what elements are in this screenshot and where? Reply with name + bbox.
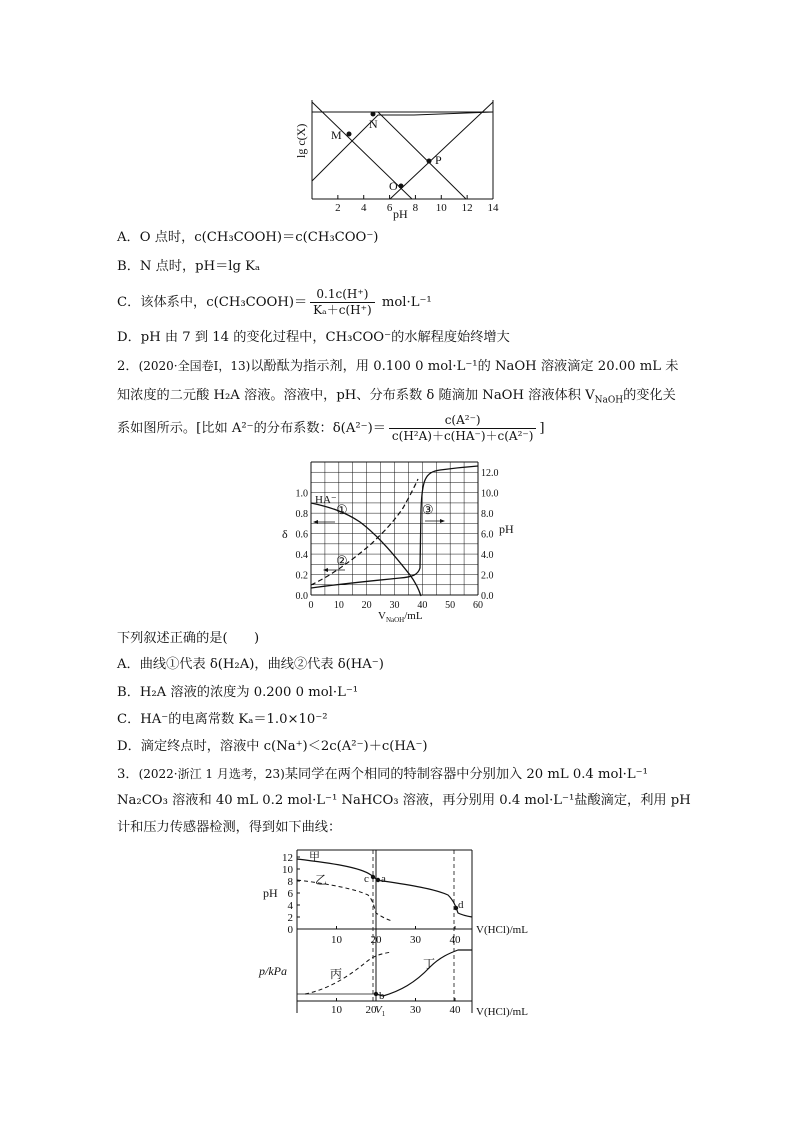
chart2-right-tick: 10.0: [481, 488, 499, 500]
chart3-top-xtick-label: 30: [410, 934, 421, 946]
chart2-left-tick: 0.6: [295, 529, 308, 541]
chart2-left-tick: 0.0: [295, 591, 308, 602]
q3-line1-text: 某同学在两个相同的特制容器中分别加入 20 mL 0.4 mol·L⁻¹: [284, 767, 648, 782]
q1-option-a: A．O 点时，c(CH₃COOH)＝c(CH₃COO⁻): [117, 230, 379, 245]
chart1-ylabel: lg c(X): [294, 123, 308, 158]
chart3-xlabel-top: V(HCl)/mL: [476, 924, 528, 936]
q1-option-d: D．pH 由 7 到 14 的变化过程中，CH₃COO⁻的水解程度始终增大: [117, 330, 510, 345]
chart3-top-xtick-label: 40: [449, 934, 461, 946]
q3-line3: 计和压力传感器检测，得到如下曲线：: [117, 820, 342, 835]
chart2-ylabel-right: pH: [499, 522, 514, 536]
q1-option-c-denominator: Kₐ＋c(H⁺): [313, 303, 372, 317]
chart2-ylabel-left: δ: [282, 527, 288, 541]
chart2-right-tick: 8.0: [481, 509, 494, 521]
chart3-curve-bing: [305, 952, 392, 994]
chart1-label-m: M: [331, 128, 342, 142]
q3-line2: Na₂CO₃ 溶液和 40 mL 0.2 mol·L⁻¹ NaHCO₃ 溶液，再分别用 0.4 mol·L⁻¹盐酸滴定，利用 pH: [117, 793, 691, 808]
q1-option-c-prefix: C．该体系中，c(CH₃COOH)＝: [117, 295, 308, 310]
chart3-point-b: [374, 992, 378, 996]
chart2-xlabel: $V_{NaOH}/mL$: [378, 610, 423, 624]
chart3-label-c: c: [364, 873, 369, 885]
q2-line2: [117, 387, 676, 410]
q3-line1: [117, 765, 648, 784]
chart3-top-xtick-label: 10: [331, 934, 342, 946]
chart2-titration: [0, 450, 794, 650]
chart3-label-d: d: [458, 899, 464, 911]
chart2-x-tick: 20: [361, 600, 372, 611]
q3-number: 3．: [117, 767, 139, 782]
chart2-label-c3: ③: [422, 502, 434, 517]
chart2-right-tick: 4.0: [481, 550, 494, 562]
chart2-left-tick: 0.8: [295, 509, 308, 521]
chart2-left-tick: 1.0: [295, 488, 308, 500]
chart2-x-tick: 50: [445, 600, 456, 611]
chart2-left-tick: 0.2: [295, 570, 308, 582]
chart2-right-tick: 12.0: [481, 468, 499, 480]
chart3-ph-tick-label: 4: [287, 900, 293, 912]
q2-option-d: D．滴定终点时，溶液中 c(Na⁺)＜2c(A²⁻)＋c(HA⁻): [117, 739, 428, 754]
chart3-label-bing: 丙: [330, 967, 343, 981]
chart1-point-o: [399, 184, 404, 189]
chart2-label-c2: ②: [336, 553, 348, 568]
chart2-x-tick: 30: [389, 600, 400, 611]
q2-option-a: A．曲线①代表 δ(H₂A)，曲线②代表 δ(HA⁻): [117, 657, 384, 672]
chart1-xlabel: pH: [393, 207, 408, 221]
chart3-point-a: [376, 878, 380, 882]
q2-line3-prefix: 系如图所示。[比如 A²⁻的分布系数：δ(A²⁻)＝: [117, 421, 386, 436]
q1-option-c-numerator: 0.1c(H⁺): [310, 287, 374, 303]
chart3-ylabel-top: pH: [263, 886, 278, 900]
q2-option-b: B．H₂A 溶液的浓度为 0.200 0 mol·L⁻¹: [117, 685, 359, 700]
q3-source: (2022·浙江 1 月选考，23): [138, 767, 285, 781]
chart3-ph-tick-label: 2: [287, 912, 293, 924]
chart3-label-jia: 甲: [309, 851, 320, 863]
chart1-xtick-label: 6: [386, 202, 393, 214]
q2-line2-text: 知浓度的二元酸 H₂A 溶液。溶液中，pH、分布系数 δ 随滴加 NaOH 溶液体积 V: [117, 388, 595, 403]
chart1-xtick-label: 2: [335, 202, 341, 214]
chart2-right-tick: 2.0: [481, 570, 494, 582]
q2-line3-numerator: c(A²⁻): [389, 413, 536, 429]
chart3-ph-tick-label: 6: [287, 888, 293, 900]
chart1-lgc-vs-ph: [0, 0, 794, 230]
chart1-xtick-label: 10: [435, 202, 447, 214]
chart3-label-ding: 丁: [423, 957, 436, 971]
q1-option-b: B．N 点时，pH＝lg Kₐ: [117, 259, 261, 274]
chart3-ph-tick-label: 0: [287, 924, 293, 936]
chart2-arrow-2-head: [323, 568, 328, 572]
chart2-x-tick: 40: [417, 600, 428, 611]
chart3-ph-tick-label: 10: [282, 864, 293, 876]
chart3-bottom-xtick-label: 10: [331, 1004, 342, 1016]
chart3-bottom-xtick-label: 30: [410, 1004, 421, 1016]
chart2-label-ha: HA⁻: [315, 494, 337, 506]
q2-line3-denominator: c(H²A)＋c(HA⁻)＋c(A²⁻): [391, 429, 534, 443]
chart2-grid: [311, 462, 478, 595]
chart1-xtick-label: 4: [360, 202, 367, 214]
chart2-right-tick: 6.0: [481, 529, 494, 541]
chart3-curve-yi: [297, 880, 392, 921]
chart3-label-a: a: [381, 873, 386, 885]
chart3-curve-jia: [297, 859, 472, 917]
q1-option-c-unit: mol·L⁻¹: [377, 295, 432, 310]
q2-line1: [117, 357, 678, 376]
q2-source: (2020·全国卷Ⅰ，13): [138, 359, 251, 373]
chart1-x-ticks: [335, 195, 499, 214]
chart2-x-tick: 0: [308, 600, 314, 611]
chart1-label-p: P: [435, 153, 442, 167]
chart2-label-c1: ①: [336, 502, 348, 517]
q2-line3-fraction: [389, 413, 536, 444]
chart2-right-tick: 0.0: [481, 591, 494, 602]
q1-option-c: [117, 285, 432, 321]
q2-line1-text: 以酚酞为指示剂，用 0.100 0 mol·L⁻¹的 NaOH 溶液滴定 20.00 mL 未: [250, 359, 679, 374]
q2-stem: 下列叙述正确的是( ): [117, 631, 260, 646]
chart3-xlabel-bottom: V(HCl)/mL: [476, 1006, 528, 1018]
chart2-x-tick: 10: [333, 600, 344, 611]
chart3-v1-label: $V_1$: [375, 1004, 386, 1018]
chart3-ylabel-bottom: p/kPa: [259, 964, 287, 978]
chart3-ph-tick-label: 12: [282, 852, 293, 864]
q2-line3-close: ]: [539, 421, 545, 436]
chart1-xtick-label: 14: [487, 202, 499, 214]
q2-line2-sub: NaOH: [594, 395, 624, 406]
q1-option-c-fraction: [310, 287, 374, 318]
chart1-point-p: [427, 159, 432, 164]
chart2-ticks: [296, 468, 499, 611]
q2-option-c: C．HA⁻的电离常数 Kₐ＝1.0×10⁻²: [117, 712, 328, 727]
chart1-curve-oh: [390, 102, 493, 199]
chart1-label-n: N: [369, 117, 378, 131]
chart3-ph-pressure: [0, 845, 794, 1025]
chart3-label-b: b: [379, 990, 385, 1002]
chart3-bottom-xtick-label: 20: [365, 1004, 377, 1016]
chart1-xtick-label: 8: [412, 202, 419, 214]
chart2-x-tick: 60: [473, 600, 483, 611]
chart3-ph-tick-label: 8: [287, 876, 293, 888]
chart3-bottom-xtick-label: 40: [449, 1004, 461, 1016]
q2-number: 2．: [117, 359, 139, 374]
chart3-label-yi: 乙: [315, 873, 328, 887]
chart3-top-xtick-label: 20: [370, 934, 382, 946]
chart1-curve-ch3coo: [312, 112, 493, 181]
chart1-label-o: O: [389, 179, 398, 193]
chart1-point-n: [371, 112, 376, 117]
chart2-arrow-3-head: [440, 519, 445, 523]
chart3-point-c: [371, 875, 375, 879]
chart1-point-m: [347, 132, 352, 137]
q2-line2-end: 的变化关: [623, 388, 676, 403]
q2-line3: [117, 410, 545, 448]
chart2-left-tick: 0.4: [295, 550, 308, 562]
chart1-xtick-label: 12: [461, 202, 473, 214]
